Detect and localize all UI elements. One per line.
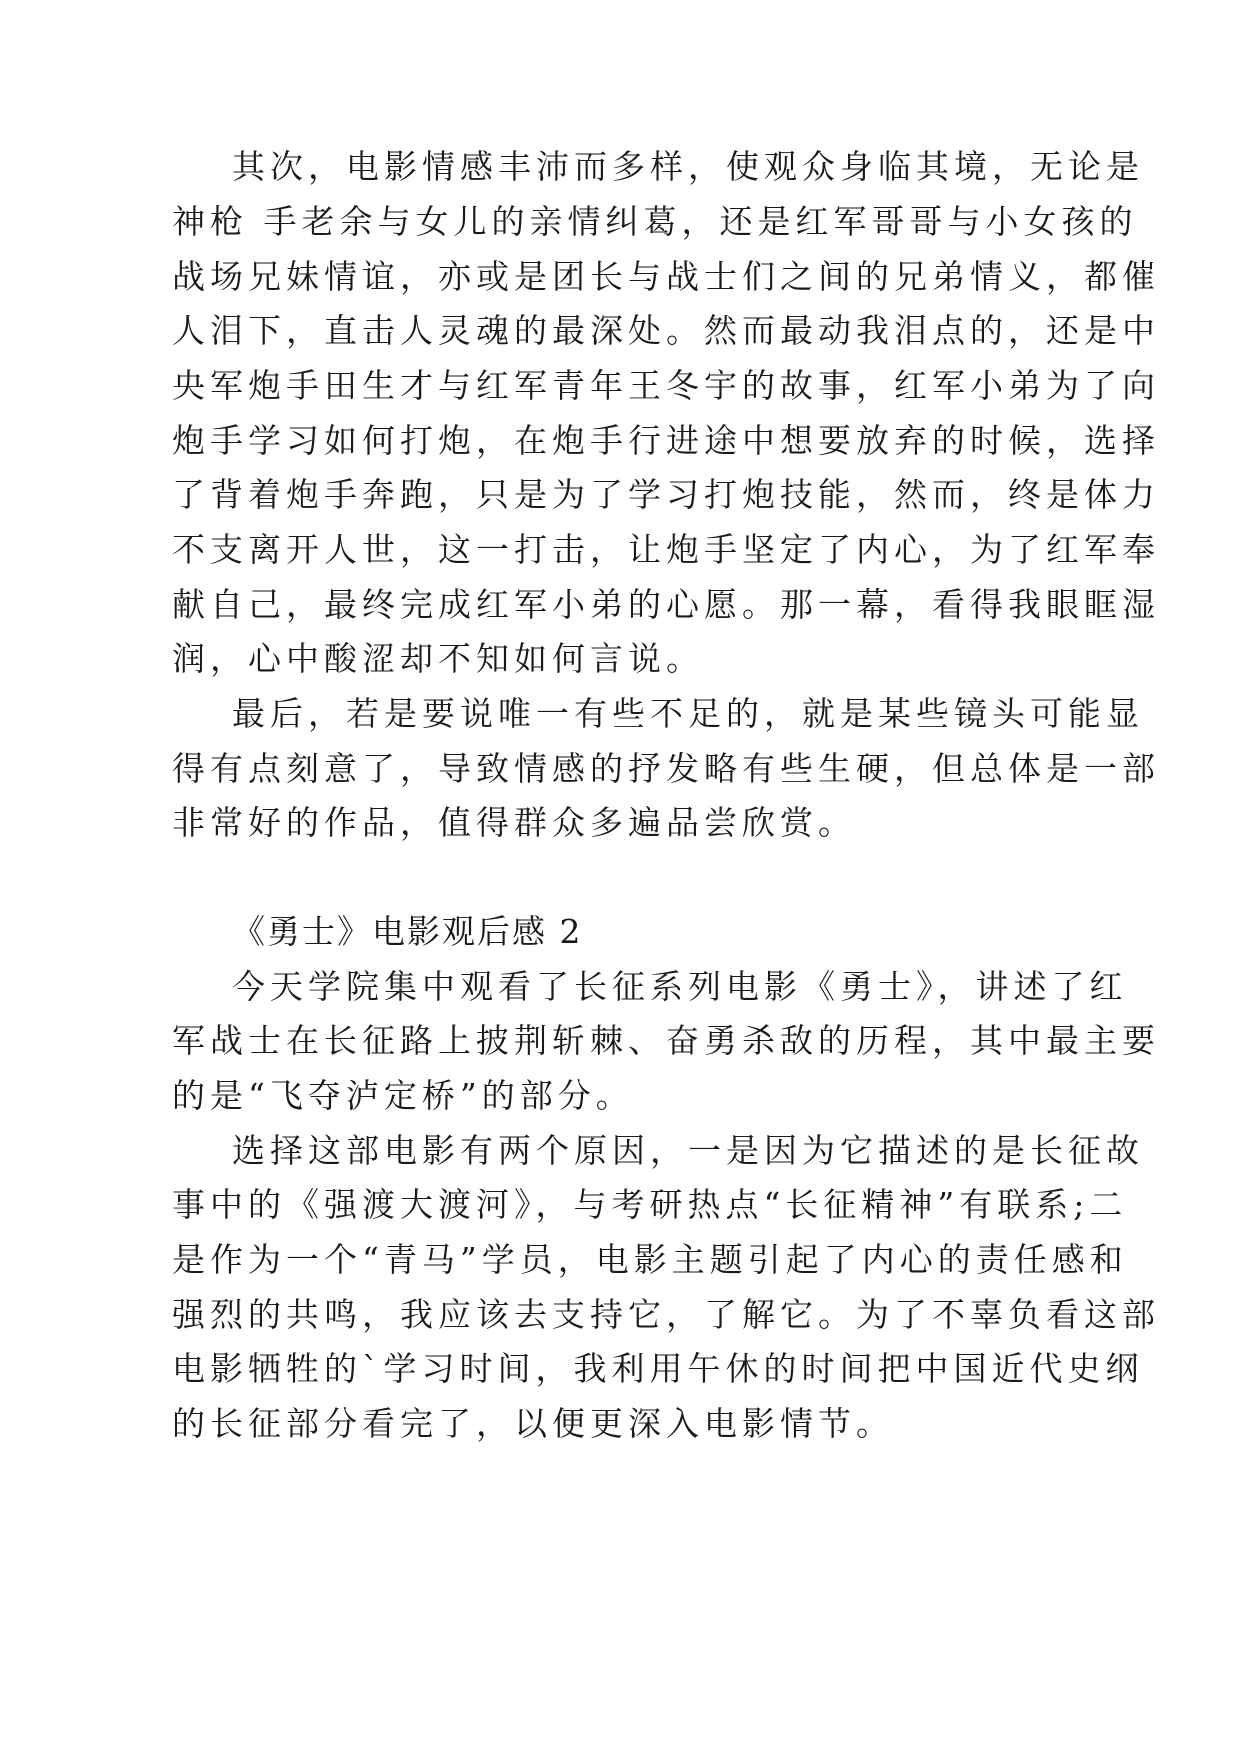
text-line: 是作为一个“青马”学员，电影主题引起了内心的责任感和 (172, 1240, 1128, 1279)
text-line: 了背着炮手奔跑，只是为了学习打炮技能，然而，终是体力 (172, 475, 1160, 514)
text-line: 其次，电影情感丰沛而多样，使观众身临其境，无论是 (232, 147, 1144, 186)
text-line: 不支离开人世，这一打击，让炮手坚定了内心，为了红军奉 (172, 530, 1160, 569)
text-line: 神枪 手老余与女儿的亲情纠葛，还是红军哥哥与小女孩的 (172, 202, 1138, 241)
text-line: 事中的《强渡大渡河》，与考研热点“长征精神”有联系;二 (172, 1185, 1128, 1224)
text-line: 献自己，最终完成红军小弟的心愿。那一幕，看得我眼眶湿 (172, 585, 1160, 624)
section-heading: 《勇士》电影观后感 2 (232, 912, 583, 951)
text-line: 最后，若是要说唯一有些不足的，就是某些镜头可能显 (232, 694, 1144, 733)
text-line: 的长征部分看完了，以便更深入电影情节。 (172, 1404, 894, 1443)
text-line: 非常好的作品，值得群众多遍品尝欣赏。 (172, 803, 856, 842)
text-line: 选择这部电影有两个原因，一是因为它描述的是长征故 (232, 1131, 1144, 1170)
text-line: 炮手学习如何打炮，在炮手行进途中想要放弃的时候，选择 (172, 421, 1160, 460)
text-line: 润，心中酸涩却不知如何言说。 (172, 639, 704, 678)
text-line: 今天学院集中观看了长征系列电影《勇士》，讲述了红 (232, 967, 1128, 1006)
text-line: 军战士在长征路上披荆斩棘、奋勇杀敌的历程，其中最主要 (172, 1021, 1160, 1060)
text-line: 战场兄妹情谊，亦或是团长与战士们之间的兄弟情义，都催 (172, 257, 1160, 296)
text-line: 人泪下，直击人灵魂的最深处。然而最动我泪点的，还是中 (172, 311, 1160, 350)
text-line: 央军炮手田生才与红军青年王冬宇的故事，红军小弟为了向 (172, 366, 1160, 405)
text-line: 强烈的共鸣，我应该去支持它，了解它。为了不辜负看这部 (172, 1295, 1160, 1334)
text-line: 的是“飞夺泸定桥”的部分。 (172, 1076, 634, 1115)
text-line: 得有点刻意了，导致情感的抒发略有些生硬，但总体是一部 (172, 749, 1160, 788)
text-line: 电影牺牲的`学习时间，我利用午休的时间把中国近代史纲 (172, 1349, 1144, 1388)
